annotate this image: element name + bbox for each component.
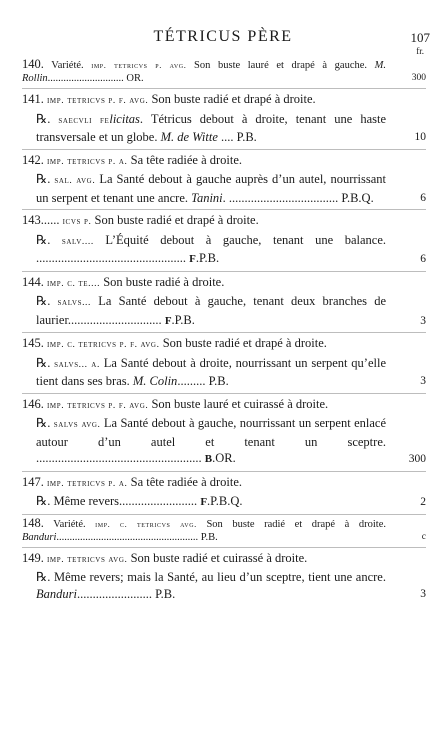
legend-text: salvs avg. <box>53 420 101 430</box>
entry-divider <box>22 393 426 394</box>
description-text: ℞. Même revers......................... <box>36 494 201 508</box>
entry-number: 146. <box>22 396 44 411</box>
description-text: ..... <box>43 213 63 227</box>
obverse-description <box>22 212 426 231</box>
entry-number: 143. <box>22 213 44 227</box>
legend-text: salvs... <box>57 298 92 308</box>
description-text: La Santé debout à gauche, nourrissant un serpent enlacé autour d’un autel et tenant un sceptre. ..................................................... <box>36 416 386 465</box>
legend-text: icvs p. <box>62 217 92 227</box>
legend-text: imp. c. tetricvs p. f. avg. <box>47 340 160 350</box>
catalogue-entry <box>22 152 426 207</box>
catalogue-entry <box>22 274 426 330</box>
collection-name: licitas <box>109 111 140 126</box>
entry-number: 142. <box>22 152 44 167</box>
description-text: Son buste lauré et cuirassé à droite. <box>148 396 329 411</box>
price-unit-label: fr. <box>416 46 424 56</box>
obverse-description <box>22 550 426 569</box>
entry-number: 149. <box>22 550 44 565</box>
obverse-description <box>22 58 426 85</box>
entry-number: 147. <box>22 474 44 489</box>
description-text: .P.B. <box>171 312 195 327</box>
description-text: L’Équité debout à gauche, tenant une balance. ................................................ <box>36 232 386 265</box>
collection-name: M. Rollin <box>22 60 387 84</box>
description-text: Son buste radié et drapé à droite. <box>148 92 316 106</box>
page-number: 107 <box>410 30 430 45</box>
obverse-description <box>22 91 426 110</box>
description-text: Variété. <box>43 518 96 530</box>
catalogue-entry <box>22 474 426 511</box>
price-value: 6 <box>420 191 426 204</box>
description-text: .OR. <box>212 451 236 465</box>
catalogue-entries <box>22 58 426 603</box>
collection-name: Tanini <box>191 190 223 205</box>
reverse-description <box>22 232 426 268</box>
legend-text: imp. tetricvs p. avg. <box>91 60 187 70</box>
legend-text: imp. c. te.... <box>47 278 101 289</box>
description-text: ℞. <box>36 294 58 308</box>
obverse-description <box>22 474 426 493</box>
obverse-description <box>22 152 426 171</box>
description-text: ℞. <box>36 172 55 186</box>
price-value: 3 <box>420 314 426 327</box>
page-header <box>0 28 446 56</box>
reverse-description <box>22 293 426 329</box>
description-text: . Tétricus debout à droite, tenant une haste transversale et un globe. <box>36 111 386 144</box>
description-text: .P.B.Q. <box>207 494 243 508</box>
obverse-description <box>22 274 426 293</box>
entry-number: 145. <box>22 336 44 350</box>
description-text: Son buste lauré et drapé à gauche. <box>186 60 375 71</box>
catalogue-entry <box>22 212 426 268</box>
description-text: F <box>200 496 208 508</box>
legend-text: imp. tetricvs p. a. <box>47 156 128 167</box>
catalogue-entry <box>22 517 426 544</box>
price-value: 3 <box>420 375 426 387</box>
description-text: ℞. <box>36 416 54 430</box>
price-value: 6 <box>420 253 426 265</box>
catalogue-entry <box>22 550 426 603</box>
description-text: Son buste radié et drapé à droite. <box>159 336 327 350</box>
description-text: .P.B. <box>195 251 220 265</box>
collection-name: Banduri <box>36 586 77 601</box>
obverse-description <box>22 517 426 544</box>
legend-text: salvs... a. <box>54 359 100 370</box>
price-value: 300 <box>411 73 426 83</box>
entry-divider <box>22 271 426 272</box>
entry-divider <box>22 209 426 210</box>
description-text: Son buste radié et drapé à droite. <box>91 213 259 227</box>
description-text: Variété. <box>43 60 92 71</box>
description-text: Sa tête radiée à droite. <box>127 474 243 489</box>
description-text: La Santé debout à gauche, tenant deux branches de laurier.............................. <box>36 294 386 327</box>
obverse-description <box>22 335 426 354</box>
catalogue-entry <box>22 58 426 85</box>
legend-text: saecvli fe <box>58 115 110 126</box>
description-text: Sa tête radiée à droite. <box>127 152 243 167</box>
entry-divider <box>22 332 426 333</box>
entry-number: 141. <box>22 92 44 106</box>
legend-text: salv.... <box>61 236 94 247</box>
legend-text: imp. tetricvs p. a. <box>47 478 128 489</box>
description-text: ........................ P.B. <box>76 586 176 601</box>
description-text: F <box>164 314 172 327</box>
price-value: 10 <box>414 131 426 143</box>
collection-name: M. de Witte <box>160 130 218 144</box>
collection-name: M. Colin <box>132 374 178 388</box>
running-title: TÉTRICUS PÈRE <box>153 28 293 45</box>
description-text: ℞. Même revers; mais la Santé, au lieu d’un sceptre, tient une ancre. <box>36 570 386 584</box>
entry-number: 144. <box>22 274 44 289</box>
reverse-description <box>22 171 426 206</box>
reverse-description <box>22 569 426 602</box>
description-text: Son buste radié à droite. <box>100 274 225 289</box>
price-value: c <box>421 531 426 542</box>
collection-name: Banduri <box>22 531 57 543</box>
legend-text: sal. avg. <box>54 176 96 186</box>
price-value: 300 <box>408 453 426 465</box>
description-text: ...................................................... P.B. <box>56 531 218 543</box>
description-text: .... P.B. <box>217 130 257 144</box>
description-text: Son buste radié et drapé à droite. <box>196 518 386 530</box>
entry-divider <box>22 471 426 472</box>
legend-text: imp. tetricvs avg. <box>47 554 128 565</box>
entry-divider <box>22 88 426 89</box>
legend-text: imp. c. tetricvs avg. <box>95 518 197 529</box>
description-text: . ................................... P.B.Q. <box>222 190 374 205</box>
entry-number: 140. <box>22 57 44 71</box>
catalogue-entry <box>22 335 426 390</box>
reverse-description <box>22 415 426 468</box>
description-text: B <box>204 453 213 465</box>
description-text: ............................. OR. <box>47 73 144 84</box>
legend-text: imp. tetricvs p. f. avg. <box>47 96 149 106</box>
legend-text: imp. tetricvs p. f. avg. <box>47 400 149 411</box>
price-value: 3 <box>420 587 426 600</box>
description-text: ......... P.B. <box>177 374 229 388</box>
description-text: Son buste radié et cuirassé à droite. <box>127 550 308 565</box>
price-value: 2 <box>420 496 426 508</box>
reverse-description <box>22 493 426 511</box>
entry-number: 148. <box>22 515 44 530</box>
entry-divider <box>22 149 426 150</box>
catalogue-entry <box>22 91 426 146</box>
description-text: La Santé debout à gauche auprès d’un autel, nourrissant un serpent et tenant une ancre. <box>36 172 386 205</box>
description-text: ℞. <box>36 355 55 370</box>
entry-divider <box>22 547 426 548</box>
description-text: ℞. <box>36 232 62 247</box>
description-text: F <box>189 253 196 265</box>
reverse-description <box>22 111 426 146</box>
entry-divider <box>22 514 426 515</box>
catalogue-entry <box>22 396 426 468</box>
reverse-description <box>22 355 426 390</box>
description-text: ℞. <box>36 111 59 126</box>
obverse-description <box>22 396 426 415</box>
description-text: La Santé debout à droite, nourrissant un serpent qu’elle tient dans ses bras. <box>36 355 386 388</box>
